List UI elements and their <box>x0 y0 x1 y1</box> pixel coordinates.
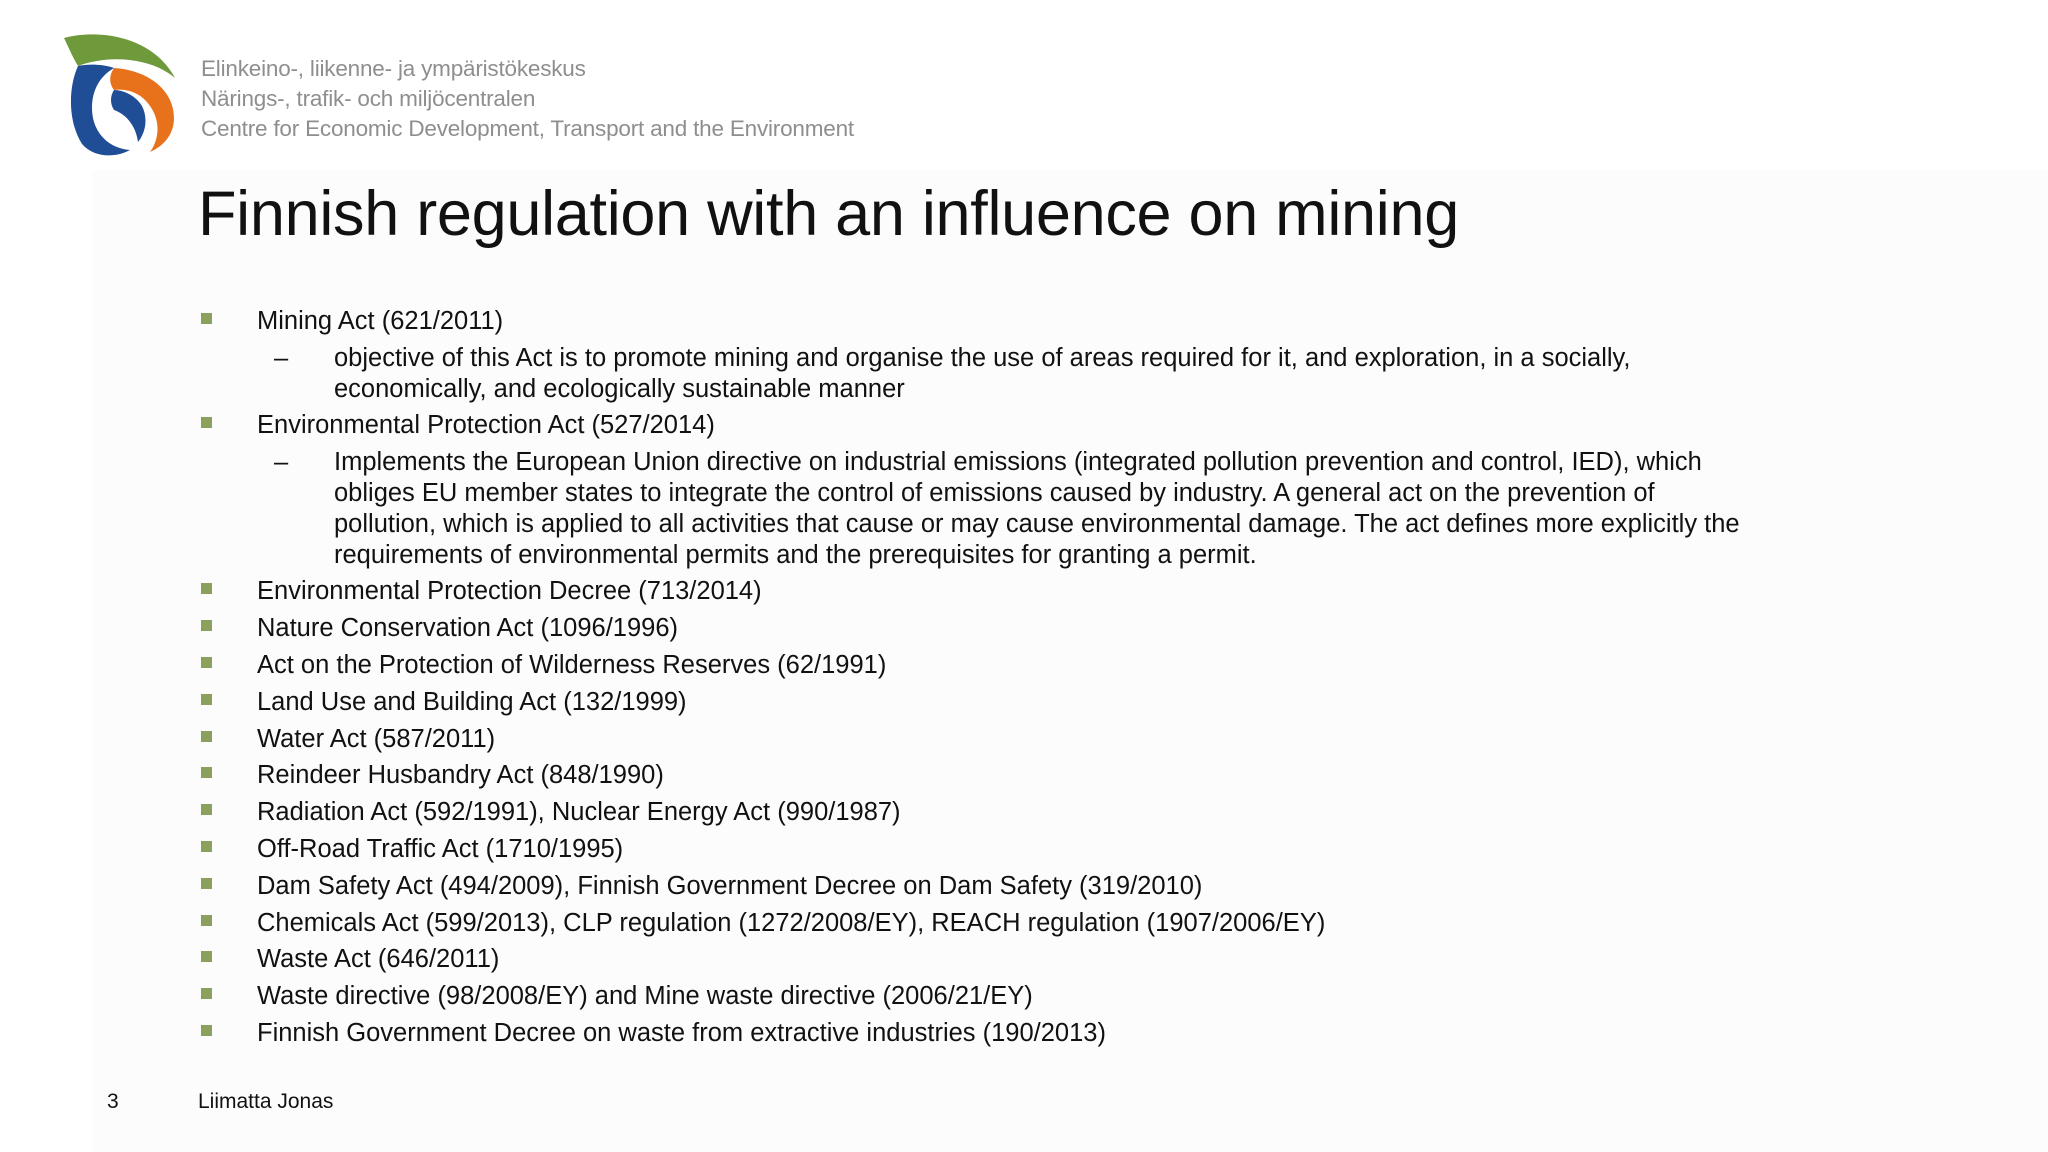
bullet-square-icon <box>201 583 212 594</box>
bullet-square-icon <box>201 804 212 815</box>
list-item <box>198 650 1758 687</box>
list-item <box>198 576 1758 613</box>
ely-centre-logo-icon <box>62 32 190 160</box>
bullet-square-icon <box>201 951 212 962</box>
bullet-square-icon <box>201 417 212 428</box>
org-name-swedish: Närings-, trafik- och miljöcentralen <box>201 86 536 111</box>
sub-list-item-text: objective of this Act is to promote mining and organise the use of areas required for it, and exploration, in a socially, economically, and ecologically sustainable manner <box>334 343 1631 403</box>
bullet-square-icon <box>201 841 212 852</box>
bullet-square-icon <box>201 313 212 324</box>
list-item <box>198 1018 1758 1055</box>
bullet-square-icon <box>201 731 212 742</box>
list-item <box>198 871 1758 908</box>
org-name-finnish: Elinkeino-, liikenne- ja ympäristökeskus <box>201 56 586 81</box>
list-item <box>198 687 1758 724</box>
org-name-english: Centre for Economic Development, Transport and the Environment <box>201 116 854 141</box>
list-item <box>198 306 1758 343</box>
list-item-text: Act on the Protection of Wilderness Reserves (62/1991) <box>257 650 887 679</box>
bullet-square-icon <box>201 620 212 631</box>
slide-title: Finnish regulation with an influence on mining <box>198 179 1459 249</box>
list-item-text: Environmental Protection Decree (713/2014) <box>257 577 762 606</box>
list-item <box>198 797 1758 834</box>
list-item-text: Mining Act (621/2011) <box>257 307 504 335</box>
list-item-text: Nature Conservation Act (1096/1996) <box>257 614 678 643</box>
list-item <box>198 944 1758 981</box>
list-item <box>198 834 1758 871</box>
bullet-square-icon <box>201 1025 212 1036</box>
bullet-square-icon <box>201 767 212 778</box>
list-item-text: Reindeer Husbandry Act (848/1990) <box>257 761 664 790</box>
list-item <box>198 613 1758 650</box>
bullet-square-icon <box>201 878 212 889</box>
organization-names <box>201 54 854 144</box>
footer-author: Liimatta Jonas <box>198 1090 334 1113</box>
list-item-text: Off-Road Traffic Act (1710/1995) <box>257 834 624 863</box>
slide-number: 3 <box>107 1090 119 1113</box>
dash-marker: – <box>274 448 289 477</box>
bullet-square-icon <box>201 657 212 668</box>
dash-marker: – <box>274 343 289 372</box>
bullet-square-icon <box>201 694 212 705</box>
list-item <box>198 410 1758 447</box>
list-item-text: Waste Act (646/2011) <box>257 945 500 974</box>
list-item-text: Radiation Act (592/1991), Nuclear Energy Act (990/1987) <box>257 798 901 827</box>
list-item-text: Dam Safety Act (494/2009), Finnish Government Decree on Dam Safety (319/2010) <box>257 871 1203 900</box>
bullet-square-icon <box>201 988 212 999</box>
sub-list-item-text: Implements the European Union directive on industrial emissions (integrated pollution prevention and control, IED), which obliges EU member states to integrate the control of emissions caused by industry. A general act on the prevention of pollution, which is applied to all activities that cause or may cause environmental damage. The act defines more explicitly the requirements of environmental permits and the prerequisites for granting a permit. <box>334 448 1740 569</box>
list-item-text: Chemicals Act (599/2013), CLP regulation (1272/2008/EY), REACH regulation (1907/2006/EY) <box>257 908 1326 937</box>
list-item <box>198 908 1758 945</box>
regulation-list <box>198 306 1758 1055</box>
list-item-text: Finnish Government Decree on waste from extractive industries (190/2013) <box>257 1018 1106 1047</box>
sub-list-item <box>198 343 1758 411</box>
list-item-text: Land Use and Building Act (132/1999) <box>257 687 687 716</box>
list-item <box>198 981 1758 1018</box>
list-item <box>198 760 1758 797</box>
list-item-text: Water Act (587/2011) <box>257 724 496 753</box>
bullet-square-icon <box>201 915 212 926</box>
list-item <box>198 724 1758 761</box>
list-item-text: Environmental Protection Act (527/2014) <box>257 411 715 440</box>
sub-list-item <box>198 447 1758 576</box>
list-item-text: Waste directive (98/2008/EY) and Mine waste directive (2006/21/EY) <box>257 982 1033 1011</box>
